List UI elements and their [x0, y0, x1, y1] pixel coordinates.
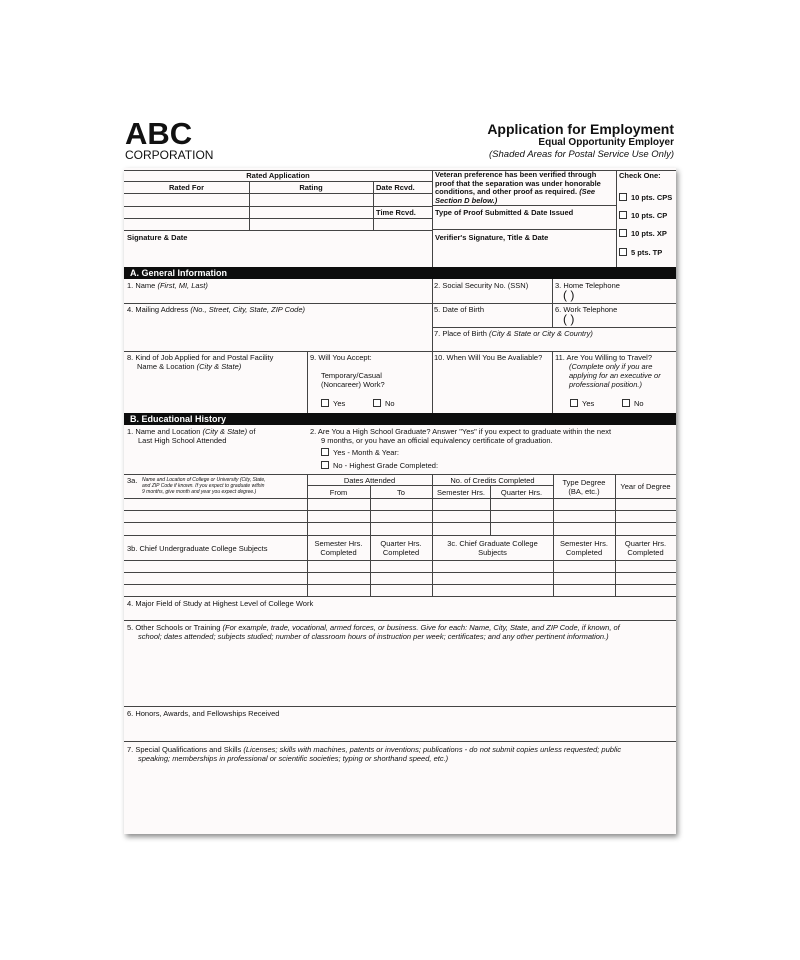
ssn-label: 2. Social Security No. (SSN): [434, 281, 529, 290]
mailing-address-label: 4. Mailing Address (No., Street, City, State, ZIP Code): [127, 305, 306, 314]
checkbox-icon[interactable]: [321, 448, 329, 456]
job-location-label: Name & Location (City & State): [137, 362, 242, 371]
grad-subjects-label: 3c. Chief Graduate College Subjects: [447, 539, 538, 557]
check-10-cp[interactable]: 10 pts. CP: [619, 211, 667, 220]
section-a-header: A. General Information: [124, 267, 676, 279]
hs-graduate-question-2: 9 months, or you have an official equivalency certificate of graduation.: [321, 436, 553, 445]
time-rcvd-label: Time Rcvd.: [376, 208, 416, 217]
checkbox-icon[interactable]: [570, 399, 578, 407]
college-3a-hint: Name and Location of College or University (City, State, and ZIP Code if known. If you expect to graduate within 9 months, give month and year you expect degree.): [142, 477, 266, 495]
checkbox-icon[interactable]: [619, 211, 627, 219]
work-area-code[interactable]: ( ): [563, 312, 575, 326]
travel-yes-option[interactable]: Yes: [570, 399, 594, 408]
hs-yes-option[interactable]: Yes - Month & Year:: [321, 448, 399, 457]
travel-hint-1: (Complete only if you are: [569, 362, 653, 371]
checkbox-icon[interactable]: [619, 248, 627, 256]
travel-hint-3: professional position.): [569, 380, 642, 389]
checkbox-icon[interactable]: [622, 399, 630, 407]
date-of-birth-label: 5. Date of Birth: [434, 305, 485, 314]
special-qualifications-hint: speaking; memberships in professional or scientific societies; typing or shorthand speed, etc.): [138, 754, 449, 763]
name-label: 1. Name (First, MI, Last): [127, 281, 208, 290]
when-available-label: 10. When Will You Be Avaliable?: [434, 353, 543, 362]
accept-yes-option[interactable]: Yes: [321, 399, 345, 408]
year-of-degree-label: Year of Degree: [620, 482, 671, 491]
college-3a-label: 3a.: [127, 476, 138, 485]
work-telephone-label: 6. Work Telephone: [555, 305, 618, 314]
check-5-tp[interactable]: 5 pts. TP: [619, 248, 662, 257]
job-applied-label: 8. Kind of Job Applied for and Postal Facility: [127, 353, 274, 362]
undergrad-semester-label: Semester Hrs. Completed: [314, 539, 363, 557]
will-you-accept-label: 9. Will You Accept:: [310, 353, 372, 362]
form-title: Application for Employment: [487, 121, 674, 137]
accept-no-option[interactable]: No: [373, 399, 395, 408]
rated-application-heading: Rated Application: [246, 171, 310, 180]
hs-graduate-question: 2. Are You a High School Graduate? Answer "Yes" if you expect to graduate within the next: [310, 427, 612, 436]
section-b-header: B. Educational History: [124, 413, 676, 425]
noncareer-work-label: (Noncareer) Work?: [321, 380, 385, 389]
other-schools-hint: school; dates attended; subjects studied; number of classroom hours of instruction per week; certificates; and any other pertinent information.): [138, 632, 609, 641]
checkbox-icon[interactable]: [373, 399, 381, 407]
checkbox-icon[interactable]: [619, 193, 627, 201]
to-label: To: [397, 488, 405, 497]
date-rcvd-label: Date Rcvd.: [376, 183, 415, 192]
quarter-hrs-label: Quarter Hrs.: [500, 488, 543, 497]
signature-date-label: Signature & Date: [127, 233, 188, 242]
high-school-label: 1. Name and Location (City & State) of: [127, 427, 256, 436]
veteran-preference-text: Veteran preference has been verified through proof that the separation was under honorable conditions, and other proof as required. (See Section D below.): [435, 170, 601, 205]
check-10-cps[interactable]: 10 pts. CPS: [619, 193, 672, 202]
credits-label: No. of Credits Completed: [450, 476, 535, 485]
proof-type-label: Type of Proof Submitted & Date Issued: [435, 208, 574, 217]
checkbox-icon[interactable]: [321, 399, 329, 407]
grad-semester-label: Semester Hrs. Completed: [560, 539, 608, 557]
last-high-school-label: Last High School Attended: [138, 436, 227, 445]
honors-label: 6. Honors, Awards, and Fellowships Received: [127, 709, 280, 718]
home-area-code[interactable]: ( ): [563, 288, 575, 302]
checkbox-icon[interactable]: [321, 461, 329, 469]
hs-no-option[interactable]: No - Highest Grade Completed:: [321, 461, 438, 470]
grad-quarter-label: Quarter Hrs. Completed: [624, 539, 667, 557]
major-field-label: 4. Major Field of Study at Highest Level of College Work: [127, 599, 314, 608]
home-telephone-label: 3. Home Telephone: [555, 281, 620, 290]
place-of-birth-label: 7. Place of Birth (City & State or City & Country): [434, 329, 593, 338]
form-header: [487, 121, 674, 161]
temporary-casual-label: Temporary/Casual: [321, 371, 382, 380]
check-one-label: Check One:: [619, 171, 661, 180]
form-note: (Shaded Areas for Postal Service Use Only): [489, 149, 674, 160]
logo: [125, 118, 213, 162]
form-subtitle: Equal Opportunity Employer: [538, 137, 674, 148]
type-degree-label: Type Degree (BA, etc.): [562, 478, 606, 496]
rated-for-label: Rated For: [168, 183, 204, 192]
dates-attended-label: Dates Attended: [343, 476, 396, 485]
logo-abc: ABC: [125, 116, 193, 151]
verifier-signature-label: Verifier's Signature, Title & Date: [435, 233, 549, 242]
other-schools-label: 5. Other Schools or Training (For example, trade, vocational, armed forces, or business. Give for each: Name, City, State, and ZIP Code, if known, of: [127, 623, 620, 632]
semester-hrs-label: Semester Hrs.: [437, 488, 485, 497]
logo-corporation: CORPORATION: [125, 148, 214, 162]
travel-no-option[interactable]: No: [622, 399, 644, 408]
checkbox-icon[interactable]: [619, 229, 627, 237]
from-label: From: [329, 488, 348, 497]
special-qualifications-label: 7. Special Qualifications and Skills (Licenses; skills with machines, patents or inventions; publications - do not submit copies unless requested; public: [127, 745, 622, 754]
travel-hint-2: applying for an executive or: [569, 371, 661, 380]
rating-label: Rating: [299, 183, 323, 192]
travel-label: 11. Are You Willing to Travel?: [555, 353, 653, 362]
check-10-xp[interactable]: 10 pts. XP: [619, 229, 667, 238]
undergrad-quarter-label: Quarter Hrs. Completed: [380, 539, 422, 557]
undergrad-subjects-label: 3b. Chief Undergraduate College Subjects: [127, 544, 268, 553]
